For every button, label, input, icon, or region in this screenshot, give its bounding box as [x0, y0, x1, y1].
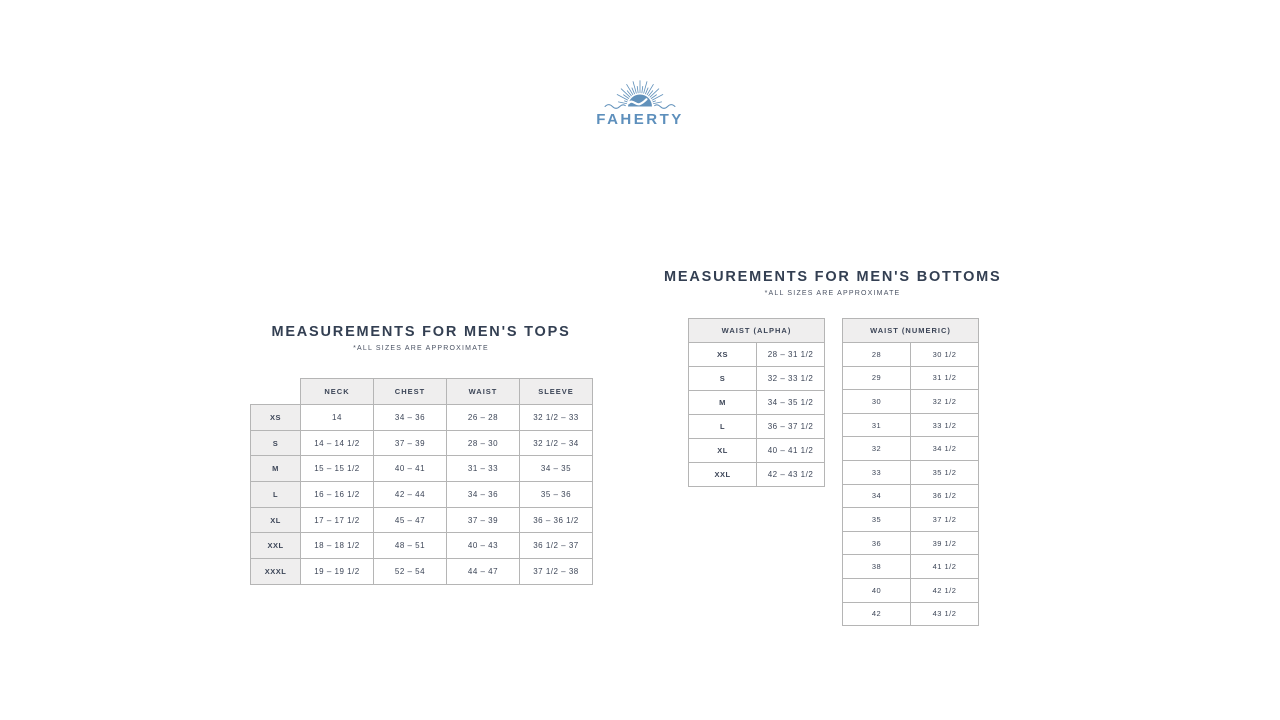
table-row [843, 555, 979, 579]
table-row [251, 482, 593, 508]
value-cell: 30 1/2 [911, 343, 979, 367]
value-cell: 48 – 51 [374, 533, 447, 559]
value-cell: 37 1/2 – 38 [520, 559, 593, 585]
column-header-chest: CHEST [374, 379, 447, 405]
right-wave-icon [655, 105, 675, 109]
value-cell: 14 – 14 1/2 [301, 430, 374, 456]
row-label-cell: 35 [843, 508, 911, 532]
row-label-cell: XS [251, 405, 301, 431]
value-cell: 32 – 33 1/2 [757, 367, 825, 391]
table-row [843, 602, 979, 626]
value-cell: 34 1/2 [911, 437, 979, 461]
value-cell: 42 1/2 [911, 578, 979, 602]
table-row [251, 559, 593, 585]
value-cell: 41 1/2 [911, 555, 979, 579]
value-cell: 16 – 16 1/2 [301, 482, 374, 508]
value-cell: 36 – 37 1/2 [757, 415, 825, 439]
header-row [689, 319, 825, 343]
table-row [689, 415, 825, 439]
numeric-table-body [843, 343, 979, 626]
value-cell: 31 1/2 [911, 366, 979, 390]
value-cell: 39 1/2 [911, 531, 979, 555]
table-row [689, 343, 825, 367]
row-label-cell: 31 [843, 413, 911, 437]
header-row [251, 379, 593, 405]
value-cell: 35 – 36 [520, 482, 593, 508]
corner-cell [251, 379, 301, 405]
value-cell: 52 – 54 [374, 559, 447, 585]
row-label-cell: XXL [689, 463, 757, 487]
value-cell: 37 – 39 [374, 430, 447, 456]
value-cell: 17 – 17 1/2 [301, 507, 374, 533]
table-row [251, 456, 593, 482]
value-cell: 40 – 43 [447, 533, 520, 559]
value-cell: 43 1/2 [911, 602, 979, 626]
table-row [843, 531, 979, 555]
table-row [843, 484, 979, 508]
row-label-cell: XXXL [251, 559, 301, 585]
row-label-cell: XS [689, 343, 757, 367]
value-cell: 44 – 47 [447, 559, 520, 585]
tops-section-title: MEASUREMENTS FOR MEN'S TOPS [271, 324, 571, 340]
brand-wordmark: FAHERTY [596, 111, 684, 128]
column-header-waist-alpha: WAIST (ALPHA) [689, 319, 825, 343]
value-cell: 37 – 39 [447, 507, 520, 533]
value-cell: 40 – 41 [374, 456, 447, 482]
row-label-cell: XL [251, 507, 301, 533]
row-label-cell: 42 [843, 602, 911, 626]
row-label-cell: 33 [843, 460, 911, 484]
column-header-waist: WAIST [447, 379, 520, 405]
tops-table-body [251, 405, 593, 585]
value-cell: 15 – 15 1/2 [301, 456, 374, 482]
table-row [843, 366, 979, 390]
value-cell: 19 – 19 1/2 [301, 559, 374, 585]
table-row [689, 367, 825, 391]
row-label-cell: 29 [843, 366, 911, 390]
left-wave-icon [605, 105, 625, 109]
row-label-cell: 34 [843, 484, 911, 508]
value-cell: 32 1/2 – 33 [520, 405, 593, 431]
tops-section-subtitle: *ALL SIZES ARE APPROXIMATE [353, 345, 489, 352]
value-cell: 14 [301, 405, 374, 431]
row-label-cell: 40 [843, 578, 911, 602]
value-cell: 32 1/2 [911, 390, 979, 414]
column-header-sleeve: SLEEVE [520, 379, 593, 405]
row-label-cell: S [251, 430, 301, 456]
value-cell: 36 1/2 – 37 [520, 533, 593, 559]
tops-table-header [251, 379, 593, 405]
table-row [843, 460, 979, 484]
value-cell: 34 – 36 [374, 405, 447, 431]
value-cell: 31 – 33 [447, 456, 520, 482]
row-label-cell: 38 [843, 555, 911, 579]
bottoms-section-subtitle: *ALL SIZES ARE APPROXIMATE [764, 290, 901, 297]
table-row [251, 533, 593, 559]
table-row [689, 391, 825, 415]
row-label-cell: L [689, 415, 757, 439]
row-label-cell: XL [689, 439, 757, 463]
value-cell: 36 1/2 [911, 484, 979, 508]
table-row [251, 507, 593, 533]
table-row [843, 390, 979, 414]
row-label-cell: 30 [843, 390, 911, 414]
column-header-waist-numeric: WAIST (NUMERIC) [843, 319, 979, 343]
table-row [843, 437, 979, 461]
value-cell: 34 – 36 [447, 482, 520, 508]
column-header-neck: NECK [301, 379, 374, 405]
alpha-table-body [689, 343, 825, 487]
value-cell: 35 1/2 [911, 460, 979, 484]
row-label-cell: S [689, 367, 757, 391]
value-cell: 37 1/2 [911, 508, 979, 532]
table-row [251, 430, 593, 456]
value-cell: 36 – 36 1/2 [520, 507, 593, 533]
value-cell: 26 – 28 [447, 405, 520, 431]
value-cell: 34 – 35 [520, 456, 593, 482]
value-cell: 45 – 47 [374, 507, 447, 533]
value-cell: 34 – 35 1/2 [757, 391, 825, 415]
row-label-cell: 36 [843, 531, 911, 555]
table-row [843, 508, 979, 532]
value-cell: 18 – 18 1/2 [301, 533, 374, 559]
sunrise-wave-icon [590, 66, 690, 112]
table-row [689, 439, 825, 463]
table-row [251, 405, 593, 431]
value-cell: 32 1/2 – 34 [520, 430, 593, 456]
alpha-table-header [689, 319, 825, 343]
table-row [843, 578, 979, 602]
table-row [689, 463, 825, 487]
bottoms-section-title: MEASUREMENTS FOR MEN'S BOTTOMS [664, 269, 1002, 285]
table-row [843, 413, 979, 437]
header-row [843, 319, 979, 343]
value-cell: 28 – 31 1/2 [757, 343, 825, 367]
value-cell: 42 – 43 1/2 [757, 463, 825, 487]
brand-logo [580, 66, 700, 128]
row-label-cell: M [251, 456, 301, 482]
row-label-cell: 32 [843, 437, 911, 461]
row-label-cell: XXL [251, 533, 301, 559]
tops-size-table [250, 378, 593, 585]
row-label-cell: L [251, 482, 301, 508]
table-row [843, 343, 979, 367]
row-label-cell: 28 [843, 343, 911, 367]
value-cell: 33 1/2 [911, 413, 979, 437]
waist-numeric-table [842, 318, 979, 626]
row-label-cell: M [689, 391, 757, 415]
numeric-table-header [843, 319, 979, 343]
value-cell: 40 – 41 1/2 [757, 439, 825, 463]
waist-alpha-table [688, 318, 825, 487]
value-cell: 28 – 30 [447, 430, 520, 456]
value-cell: 42 – 44 [374, 482, 447, 508]
